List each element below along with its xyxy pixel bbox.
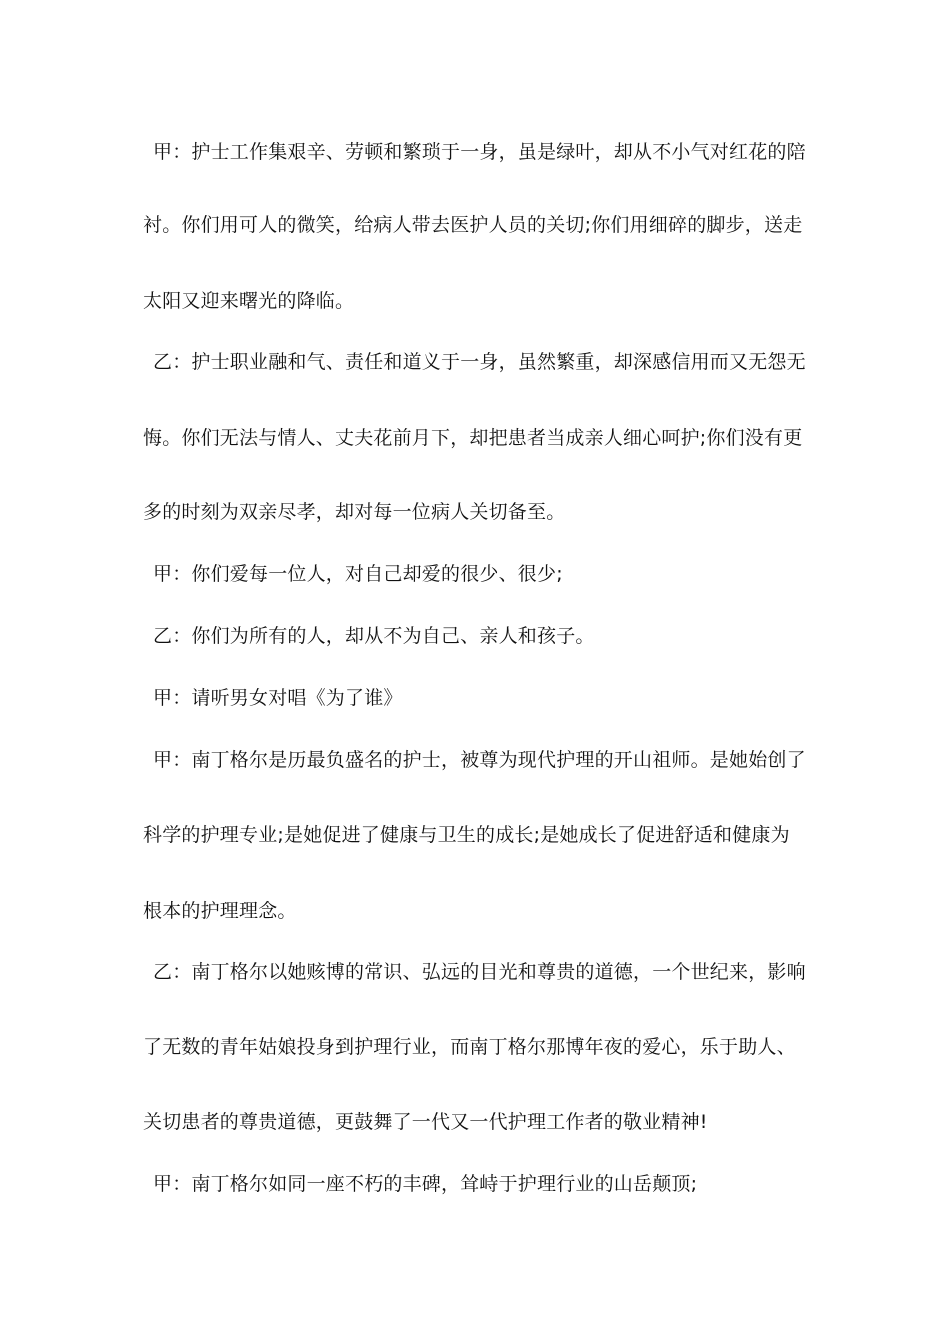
paragraph-line: 科学的护理专业;是她促进了健康与卫生的成长;是她成长了促进舒适和健康为 <box>143 824 790 846</box>
paragraph-line: 乙：南丁格尔以她赅博的常识、弘远的目光和尊贵的道德，一个世纪来，影响 <box>153 961 806 983</box>
paragraph-line: 甲：南丁格尔如同一座不朽的丰碑，耸峙于护理行业的山岳颠顶; <box>153 1173 698 1195</box>
paragraph-line: 了无数的青年姑娘投身到护理行业，而南丁格尔那博年夜的爱心，乐于助人、 <box>143 1036 796 1058</box>
paragraph-line: 甲：南丁格尔是历最负盛名的护士，被尊为现代护理的开山祖师。是她始创了 <box>153 749 806 771</box>
paragraph-line: 乙：护士职业融和气、责任和道义于一身，虽然繁重，却深感信用而又无怨无 <box>153 351 806 373</box>
paragraph-line: 悔。你们无法与情人、丈夫花前月下，却把患者当成亲人细心呵护;你们没有更 <box>143 427 803 449</box>
paragraph-line: 根本的护理理念。 <box>143 900 297 922</box>
paragraph-line: 多的时刻为双亲尽孝，却对每一位病人关切备至。 <box>143 501 566 523</box>
paragraph-line: 衬。你们用可人的微笑，给病人带去医护人员的关切;你们用细碎的脚步，送走 <box>143 214 803 236</box>
paragraph-line: 关切患者的尊贵道德，更鼓舞了一代又一代护理工作者的敬业精神! <box>143 1111 708 1133</box>
paragraph-line: 甲：护士工作集艰辛、劳顿和繁琐于一身，虽是绿叶，却从不小气对红花的陪 <box>153 141 806 163</box>
paragraph-line: 甲：请听男女对唱《为了谁》 <box>153 687 403 709</box>
paragraph-line: 乙：你们为所有的人，却从不为自己、亲人和孩子。 <box>153 625 595 647</box>
paragraph-line: 甲：你们爱每一位人，对自己却爱的很少、很少; <box>153 563 563 585</box>
paragraph-line: 太阳又迎来曙光的降临。 <box>143 290 355 312</box>
